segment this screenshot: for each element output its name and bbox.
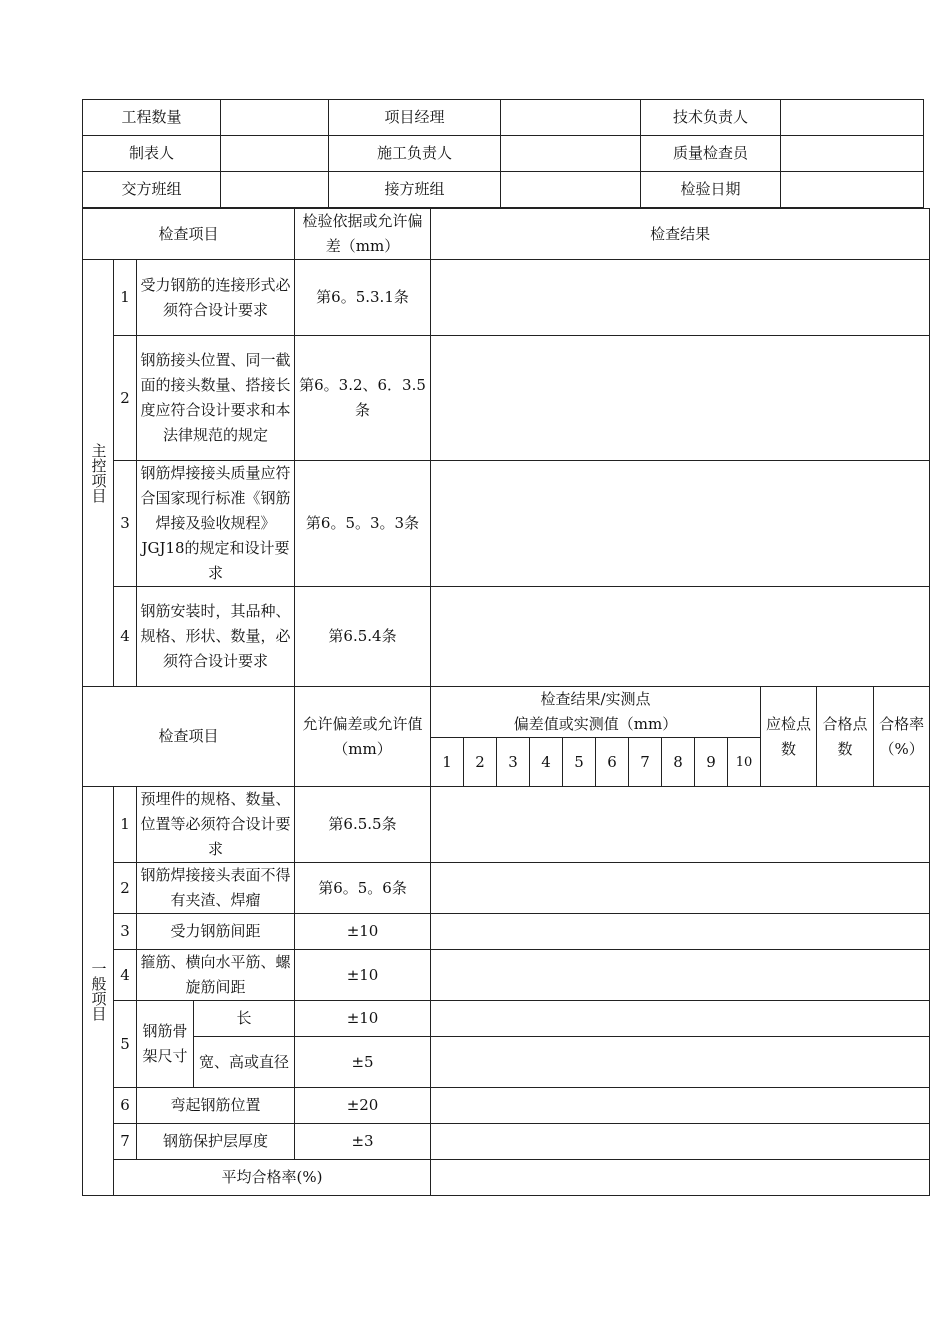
value-tabulator[interactable]: [221, 136, 329, 172]
item-number: 2: [114, 336, 137, 461]
value-receiving-team[interactable]: [501, 172, 641, 208]
average-pass-rate-row: [83, 1160, 930, 1196]
average-pass-rate-value[interactable]: [431, 1160, 930, 1196]
item-description: 钢筋焊接接头表面不得有夹渣、焊瘤: [137, 863, 295, 914]
value-project-manager[interactable]: [501, 100, 641, 136]
label-project-quantity: 工程数量: [83, 100, 221, 136]
table-row: [83, 336, 930, 461]
item-number: 4: [114, 950, 137, 1001]
item-result[interactable]: [431, 1088, 930, 1124]
item-subitem: 宽、高或直径: [194, 1037, 295, 1088]
label-construction-lead: 施工负责人: [329, 136, 501, 172]
general-col-result-line1: 检查结果/实测点: [540, 690, 651, 708]
item-number: 3: [114, 461, 137, 587]
table-row: [83, 863, 930, 914]
item-result[interactable]: [431, 1124, 930, 1160]
item-number: 1: [114, 260, 137, 336]
item-description: 钢筋保护层厚度: [137, 1124, 295, 1160]
table-row: [83, 787, 930, 863]
point-number: 7: [629, 738, 662, 787]
point-number: 6: [596, 738, 629, 787]
item-description: 钢筋接头位置、同一截面的接头数量、搭接长度应符合设计要求和本法律规范的规定: [137, 336, 295, 461]
table-row: [83, 914, 930, 950]
point-number: 3: [497, 738, 530, 787]
table-row: [83, 587, 930, 687]
point-number: 2: [464, 738, 497, 787]
item-tolerance: ±5: [295, 1037, 431, 1088]
item-tolerance: ±3: [295, 1124, 431, 1160]
item-number: 1: [114, 787, 137, 863]
label-quality-inspector: 质量检查员: [641, 136, 781, 172]
item-result[interactable]: [431, 914, 930, 950]
item-result[interactable]: [431, 787, 930, 863]
item-number: 2: [114, 863, 137, 914]
point-number: 9: [695, 738, 728, 787]
item-result[interactable]: [431, 461, 930, 587]
table-row: [83, 1001, 930, 1037]
table-row: [83, 461, 930, 587]
item-description: 钢筋安装时，其品种、规格、形状、数量，必须符合设计要求: [137, 587, 295, 687]
item-result[interactable]: [431, 1001, 930, 1037]
item-result[interactable]: [431, 587, 930, 687]
label-handover-team: 交方班组: [83, 172, 221, 208]
label-technical-lead: 技术负责人: [641, 100, 781, 136]
general-group-label: 一般项目: [83, 787, 114, 1196]
main-col-item: 检查项目: [83, 209, 295, 260]
main-control-header-row: [83, 209, 930, 260]
item-number: 3: [114, 914, 137, 950]
table-row: [83, 950, 930, 1001]
item-tolerance: ±10: [295, 914, 431, 950]
point-number: 4: [530, 738, 563, 787]
header-row-3: [83, 172, 924, 208]
main-col-result: 检查结果: [431, 209, 930, 260]
item-basis: 第6。3.2、6．3.5条: [295, 336, 431, 461]
item-tolerance: 第6。5。6条: [295, 863, 431, 914]
item-result[interactable]: [431, 260, 930, 336]
table-row: [83, 260, 930, 336]
label-tabulator: 制表人: [83, 136, 221, 172]
value-handover-team[interactable]: [221, 172, 329, 208]
point-number: 8: [662, 738, 695, 787]
item-tolerance: ±10: [295, 1001, 431, 1037]
item-number: 6: [114, 1088, 137, 1124]
value-inspection-date[interactable]: [781, 172, 924, 208]
point-number: 10: [728, 738, 761, 787]
item-tolerance: ±20: [295, 1088, 431, 1124]
item-description: 箍筋、横向水平筋、螺旋筋间距: [137, 950, 295, 1001]
item-description: 钢筋骨架尺寸: [137, 1001, 194, 1088]
item-result[interactable]: [431, 1037, 930, 1088]
item-number: 7: [114, 1124, 137, 1160]
main-control-group-label: 主控项目: [83, 260, 114, 687]
table-row: [83, 1124, 930, 1160]
value-technical-lead[interactable]: [781, 100, 924, 136]
item-description: 钢筋焊接接头质量应符合国家现行标准《钢筋焊接及验收规程》JGJ18的规定和设计要求: [137, 461, 295, 587]
item-result[interactable]: [431, 950, 930, 1001]
general-col-item: 检查项目: [83, 687, 295, 787]
general-col-result: [431, 687, 761, 738]
value-project-quantity[interactable]: [221, 100, 329, 136]
point-number: 1: [431, 738, 464, 787]
label-inspection-date: 检验日期: [641, 172, 781, 208]
item-description: 弯起钢筋位置: [137, 1088, 295, 1124]
main-col-basis: 检验依据或允许偏差（mm）: [295, 209, 431, 260]
item-basis: 第6。5。3。3条: [295, 461, 431, 587]
item-description: 受力钢筋间距: [137, 914, 295, 950]
table-row: [83, 1088, 930, 1124]
item-description: 受力钢筋的连接形式必须符合设计要求: [137, 260, 295, 336]
average-pass-rate-label: 平均合格率(%): [114, 1160, 431, 1196]
item-basis: 第6。5.3.1条: [295, 260, 431, 336]
header-row-1: [83, 100, 924, 136]
item-tolerance: 第6.5.5条: [295, 787, 431, 863]
header-row-2: [83, 136, 924, 172]
item-basis: 第6.5.4条: [295, 587, 431, 687]
item-result[interactable]: [431, 863, 930, 914]
table-row: [83, 1037, 930, 1088]
general-header-row-1: [83, 687, 930, 738]
point-number: 5: [563, 738, 596, 787]
value-quality-inspector[interactable]: [781, 136, 924, 172]
item-number: 5: [114, 1001, 137, 1088]
value-construction-lead[interactable]: [501, 136, 641, 172]
label-project-manager: 项目经理: [329, 100, 501, 136]
inspection-table: [82, 208, 930, 1196]
header-info-table: [82, 99, 924, 208]
general-col-pass: 合格点数: [817, 687, 874, 787]
item-tolerance: ±10: [295, 950, 431, 1001]
general-col-tolerance: 允许偏差或允许值（mm）: [295, 687, 431, 787]
general-col-result-line2: 偏差值或实测值（mm）: [513, 715, 678, 733]
item-subitem: 长: [194, 1001, 295, 1037]
item-description: 预埋件的规格、数量、位置等必须符合设计要求: [137, 787, 295, 863]
item-number: 4: [114, 587, 137, 687]
label-receiving-team: 接方班组: [329, 172, 501, 208]
item-result[interactable]: [431, 336, 930, 461]
general-col-should: 应检点数: [761, 687, 817, 787]
general-col-rate: 合格率（%）: [874, 687, 930, 787]
